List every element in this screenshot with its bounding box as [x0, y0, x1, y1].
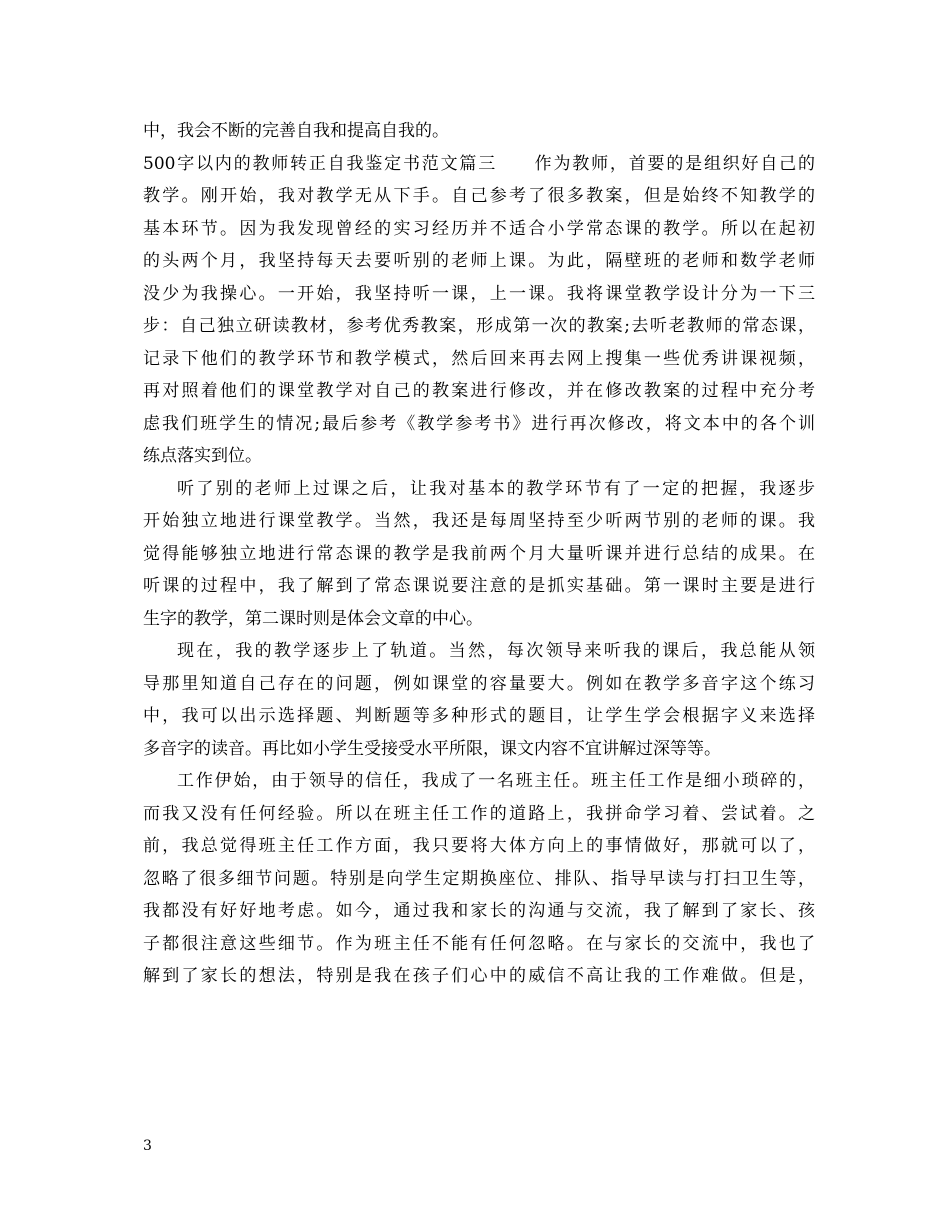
text-line: 的头两个月，我坚持每天去要听别的老师上课。为此，隔壁班的老师和数学老师: [143, 251, 815, 271]
text-line: 基本环节。因为我发现曾经的实习经历并不适合小学常态课的教学。所以在起初: [143, 218, 815, 239]
text-line: 多音字的读音。再比如小学生受接受水平所限，课文内容不宜讲解过深等等。: [143, 738, 721, 759]
text-line: 教学。刚开始，我对教学无从下手。自己参考了很多教案，但是始终不知教学的: [143, 186, 815, 206]
text-line: 听了别的老师上过课之后，让我对基本的教学环节有了一定的把握，我逐步: [177, 478, 815, 499]
text-line: 没少为我操心。一开始，我坚持听一课，上一课。我将课堂教学设计分为一下三: [143, 283, 815, 304]
text-line: 听课的过程中，我了解到了常态课说要注意的是抓实基础。第一课时主要是进行: [143, 576, 815, 596]
text-line: 中，我可以出示选择题、判断题等多种形式的题目，让学生学会根据字义来选择: [143, 706, 815, 726]
text-line: 子都很注意这些细节。作为班主任不能有任何忽略。在与家长的交流中，我也了: [143, 933, 815, 954]
text-line: 忽略了很多细节问题。特别是向学生定期换座位、排队、指导早读与打扫卫生等，: [143, 868, 815, 889]
text-line: 生字的教学，第二课时则是体会文章的中心。: [143, 608, 483, 629]
text-line: 前，我总觉得班主任工作方面，我只要将大体方向上的事情做好，那就可以了，: [143, 836, 815, 856]
text-line: 我都没有好好地考虑。如今，通过我和家长的沟通与交流，我了解到了家长、孩: [143, 901, 815, 921]
text-line: 开始独立地进行课堂教学。当然，我还是每周坚持至少听两节别的老师的课。我: [143, 511, 815, 531]
text-line: 工作伊始，由于领导的信任，我成了一名班主任。班主任工作是细小琐碎的，: [177, 771, 815, 791]
text-line: 虑我们班学生的情况;最后参考《教学参考书》进行再次修改，将文本中的各个训: [143, 413, 815, 434]
text-line: 步：自己独立研读教材，参考优秀教案，形成第一次的教案;去听老教师的常态课，: [143, 316, 815, 336]
text-line: 再对照着他们的课堂教学对自己的教案进行修改，并在修改教案的过程中充分考: [143, 381, 815, 401]
text-line: 现在，我的教学逐步上了轨道。当然，每次领导来听我的课后，我总能从领: [177, 641, 815, 661]
text-line: 练点落实到位。: [143, 446, 262, 466]
text-line: 中，我会不断的完善自我和提高自我的。: [143, 121, 449, 141]
text-line: 导那里知道自己存在的问题，例如课堂的容量要大。例如在教学多音字这个练习: [143, 673, 815, 694]
text-line: 解到了家长的想法，特别是我在孩子们心中的威信不高让我的工作难做。但是，: [143, 966, 815, 986]
text-line: 记录下他们的教学环节和教学模式，然后回来再去网上搜集一些优秀讲课视频，: [143, 348, 815, 369]
page-number: 3: [143, 1138, 152, 1154]
text-line: 500字以内的教师转正自我鉴定书范文篇三 作为教师，首要的是组织好自己的: [143, 153, 815, 174]
text-line: 觉得能够独立地进行常态课的教学是我前两个月大量听课并进行总结的成果。在: [143, 543, 815, 564]
document-body: [143, 115, 815, 993]
text-line: 而我又没有任何经验。所以在班主任工作的道路上，我拼命学习着、尝试着。之: [143, 803, 815, 824]
